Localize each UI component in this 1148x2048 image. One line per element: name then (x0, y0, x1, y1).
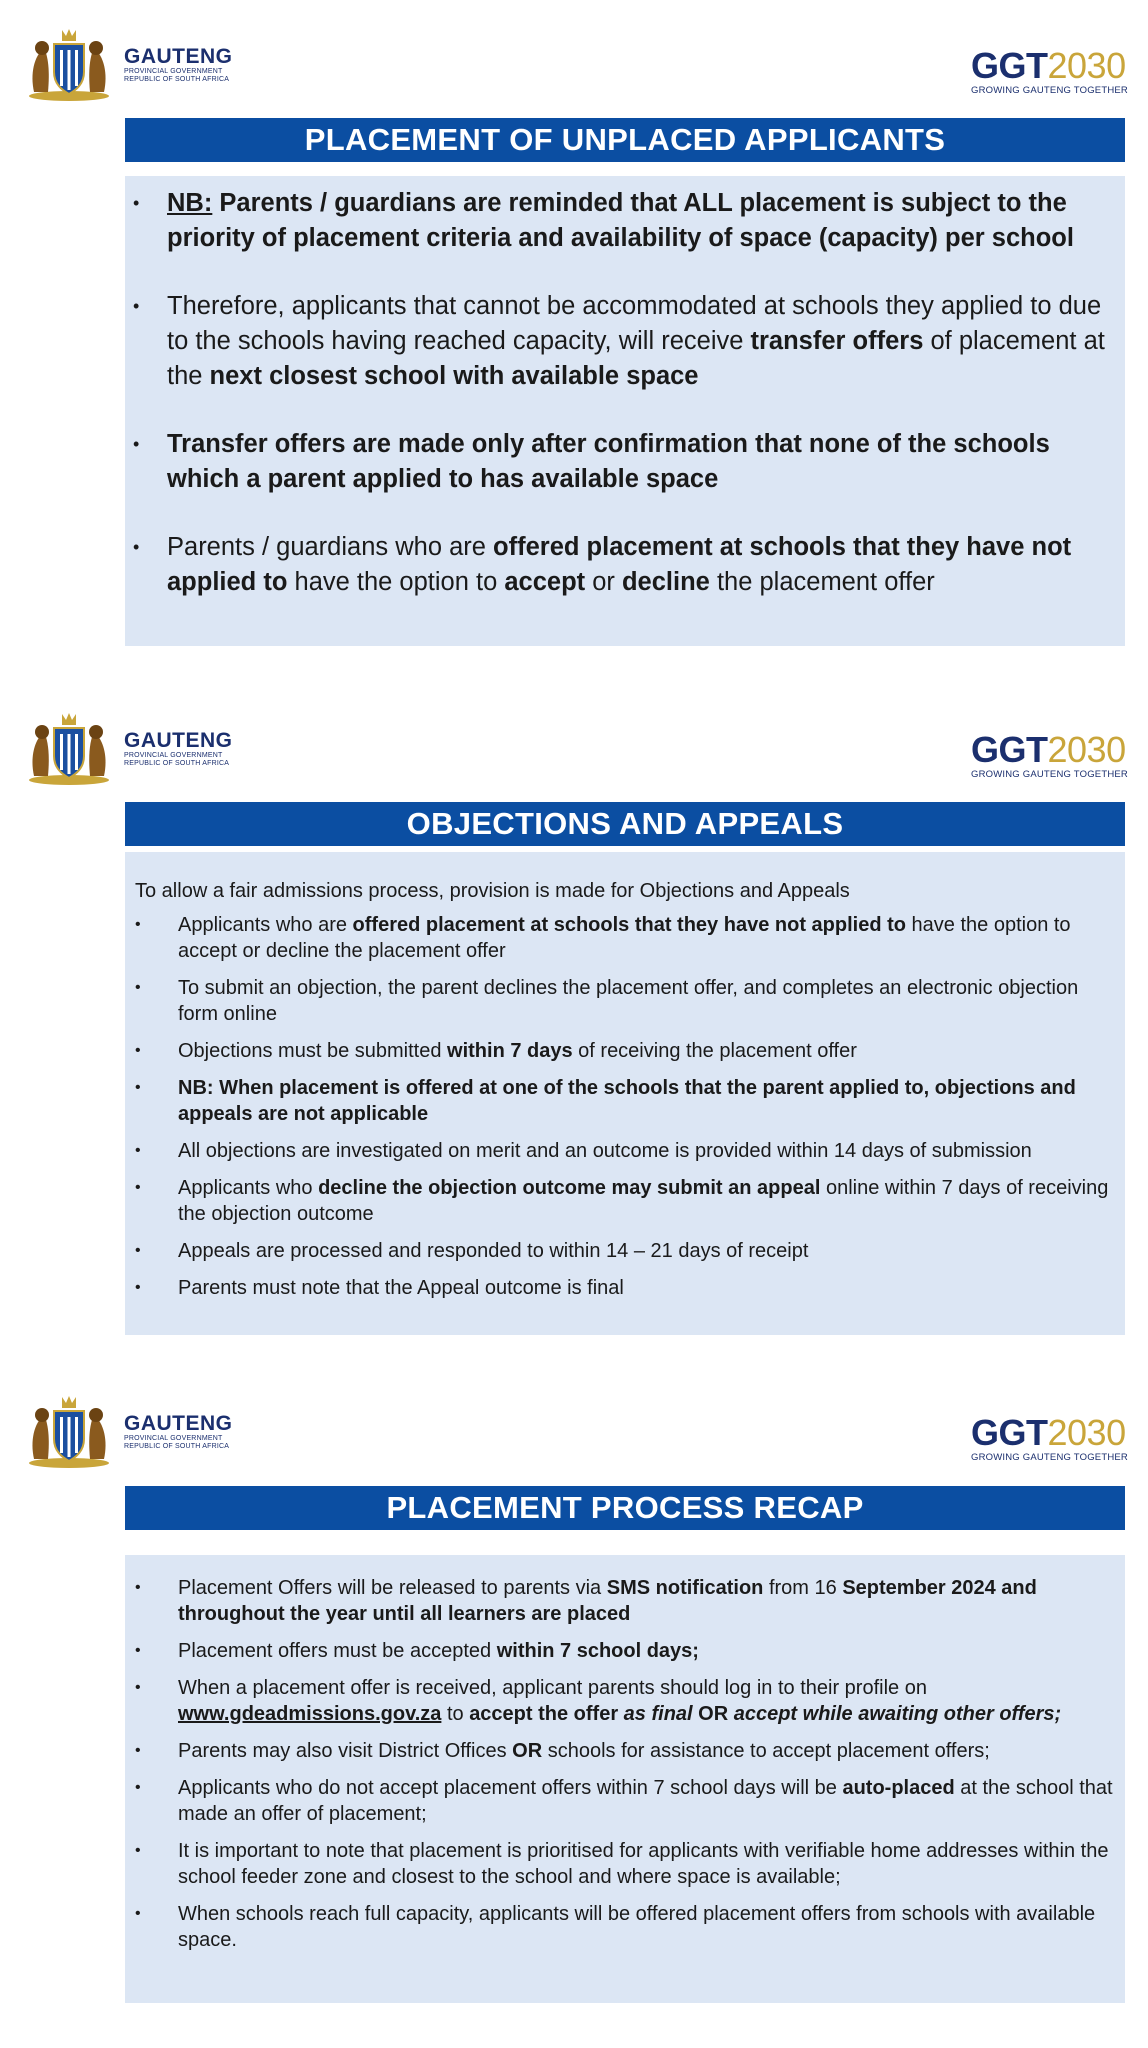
bullet-text: NB: (167, 189, 213, 217)
bullet-text: Therefore, applicants that cannot be accommodated at schools they applied to due to the schools having reached capacity, will receive (167, 292, 1102, 355)
bullet-text: All objections are investigated on merit and an outcome is provided within 14 days of submission (178, 1140, 1032, 1162)
bullet-text: Parents / guardians are reminded that ALL placement is subject to the priority of placement criteria and availability of space (capacity) per school (167, 189, 1074, 252)
bullet-text: offered placement at schools that they have not applied to (352, 914, 906, 936)
bullet-text: the placement offer (709, 568, 935, 596)
bullet-icon: • (135, 1742, 141, 1759)
bullet-text: Parents / guardians who are (167, 533, 494, 561)
bullet-text: from 16 (763, 1577, 843, 1599)
bullet-text: Parents must note that the Appeal outcome is final (178, 1277, 624, 1299)
bullet-item (125, 1238, 1115, 1264)
bullet-text: accept (504, 568, 586, 596)
bullet-icon: • (135, 1179, 141, 1196)
bullet-text: Applicants who (178, 1177, 319, 1199)
bullet-icon: • (135, 979, 141, 996)
bullet-item (125, 1738, 1115, 1764)
bullet-text: September 2024 and throughout the year until all learners are placed (178, 1577, 1037, 1625)
bullet-item (125, 1175, 1115, 1227)
bullet-icon: • (135, 1779, 141, 1796)
bullet-item (125, 1075, 1115, 1127)
bullet-text: of placement at the (167, 327, 1105, 390)
bullet-text: Placement Offers will be released to parents via (178, 1577, 607, 1599)
bullet-text: offered placement at schools that they have not applied to (167, 533, 1072, 596)
gauteng-logo (20, 1393, 233, 1471)
bullet-text: Appeals are processed and responded to within 14 – 21 days of receipt (178, 1240, 809, 1262)
slide-title: OBJECTIONS AND APPEALS (125, 802, 1125, 846)
bullet-icon: • (133, 434, 140, 454)
gp-name: GAUTENG (124, 45, 233, 68)
bullet-text: It is important to note that placement is prioritised for applicants with verifiable home addresses within the school feeder zone and closest to the school and where space is available; (178, 1840, 1109, 1888)
bullet-icon: • (133, 296, 140, 316)
gp-sub-2: REPUBLIC OF SOUTH AFRICA (124, 1443, 230, 1450)
bullet-icon: • (135, 1679, 141, 1696)
bullet-icon: • (133, 193, 140, 213)
ggt-year: 2030 (1047, 45, 1126, 86)
bullet-text: have the option to accept or decline the placement offer (178, 914, 1071, 962)
bullet-text: to (441, 1703, 470, 1725)
bullet-text: To submit an objection, the parent declines the placement offer, and completes an electronic objection form online (178, 977, 1079, 1025)
ggt-year: 2030 (1047, 729, 1126, 770)
gauteng-logo (20, 710, 233, 788)
coat-of-arms-icon (20, 26, 118, 104)
bullet-text: Applicants who are (178, 914, 353, 936)
bullet-icon: • (135, 916, 141, 933)
bullet-item (125, 1901, 1115, 1953)
bullet-text: schools for assistance to accept placement offers; (542, 1740, 990, 1762)
bullet-item (125, 912, 1115, 964)
ggt2030-logo (971, 1412, 1128, 1463)
bullet-text: of receiving the placement offer (572, 1040, 857, 1062)
coat-of-arms-icon (20, 1393, 118, 1471)
bullet-icon: • (135, 1079, 141, 1096)
bullet-text: accept the offer (469, 1703, 624, 1725)
bullet-text: SMS notification (606, 1577, 764, 1599)
ggt-text: GGT (971, 1412, 1048, 1453)
bullet-text: NB: When placement is offered at one of the schools that the parent applied to, objections and appeals are not applicable (178, 1077, 1076, 1125)
bullet-icon: • (135, 1142, 141, 1159)
ggt-text: GGT (971, 45, 1048, 86)
gp-name: GAUTENG (124, 729, 233, 752)
bullet-text: OR (512, 1740, 543, 1762)
bullet-item (125, 186, 1111, 256)
bullet-text: transfer offers (750, 327, 924, 355)
bullet-text: auto-placed (842, 1777, 955, 1799)
gp-sub-2: REPUBLIC OF SOUTH AFRICA (124, 76, 230, 83)
bullet-icon: • (135, 1842, 141, 1859)
gp-sub-1: PROVINCIAL GOVERNMENT (124, 752, 223, 759)
bullet-icon: • (135, 1242, 141, 1259)
bullet-item (125, 530, 1111, 600)
bullet-text: as final (623, 1703, 693, 1725)
bullet-text: at the school that made an offer of placement; (178, 1777, 1113, 1825)
gp-sub-2: REPUBLIC OF SOUTH AFRICA (124, 760, 230, 767)
bullet-text: When a placement offer is received, applicant parents should log in to their profile on (178, 1677, 927, 1699)
bullet-icon: • (135, 1279, 141, 1296)
bullet-item (125, 1138, 1115, 1164)
bullet-text: or (585, 568, 622, 596)
bullet-icon: • (135, 1579, 141, 1596)
bullet-text: Applicants who do not accept placement offers within 7 school days will be (178, 1777, 843, 1799)
bullet-text: accept while awaiting other offers; (733, 1703, 1062, 1725)
bullet-text: Placement offers must be accepted (178, 1640, 497, 1662)
bullet-text: Objections must be submitted (178, 1040, 448, 1062)
bullet-text: within 7 days (447, 1040, 573, 1062)
bullet-text: www.gdeadmissions.gov.za (178, 1703, 442, 1725)
bullet-text: online within 7 days of receiving the objection outcome (178, 1177, 1109, 1225)
gp-sub-1: PROVINCIAL GOVERNMENT (124, 68, 223, 75)
bullet-item (125, 1275, 1115, 1301)
bullet-text: Parents may also visit District Offices (178, 1740, 513, 1762)
bullet-item (125, 1675, 1115, 1727)
content-panel (125, 1555, 1125, 2003)
bullet-text: next closest school with available space (209, 362, 699, 390)
ggt-tagline: GROWING GAUTENG TOGETHER (971, 1452, 1128, 1463)
gp-name: GAUTENG (124, 1412, 233, 1435)
bullet-text: OR (692, 1703, 734, 1725)
bullet-text: Transfer offers are made only after confirmation that none of the schools which a parent applied to has available space (167, 430, 1050, 493)
ggt-year: 2030 (1047, 1412, 1126, 1453)
bullet-icon: • (135, 1905, 141, 1922)
bullet-text: decline (621, 568, 710, 596)
bullet-item (125, 1638, 1115, 1664)
ggt-tagline: GROWING GAUTENG TOGETHER (971, 85, 1128, 96)
bullet-icon: • (135, 1042, 141, 1059)
bullet-item (125, 289, 1111, 394)
bullet-item (125, 1775, 1115, 1827)
ggt2030-logo (971, 45, 1128, 96)
bullet-item (125, 1038, 1115, 1064)
bullet-list (125, 912, 1115, 1301)
slide-title: PLACEMENT PROCESS RECAP (125, 1486, 1125, 1530)
content-panel (125, 852, 1125, 1335)
bullet-item (125, 1838, 1115, 1890)
bullet-icon: • (135, 1642, 141, 1659)
gauteng-logo (20, 26, 233, 104)
bullet-item (125, 427, 1111, 497)
slide-title: PLACEMENT OF UNPLACED APPLICANTS (125, 118, 1125, 162)
bullet-list (125, 1575, 1115, 1953)
ggt2030-logo (971, 729, 1128, 780)
coat-of-arms-icon (20, 710, 118, 788)
bullet-text: within 7 school days; (496, 1640, 699, 1662)
ggt-tagline: GROWING GAUTENG TOGETHER (971, 769, 1128, 780)
intro-text: To allow a fair admissions process, provision is made for Objections and Appeals (135, 880, 850, 902)
bullet-text: decline the objection outcome may submit an appeal (318, 1177, 821, 1199)
bullet-icon: • (133, 537, 140, 557)
bullet-item (125, 975, 1115, 1027)
bullet-list (125, 186, 1111, 600)
gp-sub-1: PROVINCIAL GOVERNMENT (124, 1435, 223, 1442)
ggt-text: GGT (971, 729, 1048, 770)
bullet-item (125, 1575, 1115, 1627)
content-panel (125, 176, 1125, 646)
bullet-text: have the option to (287, 568, 505, 596)
bullet-text: When schools reach full capacity, applicants will be offered placement offers from schools with available space. (178, 1903, 1096, 1951)
